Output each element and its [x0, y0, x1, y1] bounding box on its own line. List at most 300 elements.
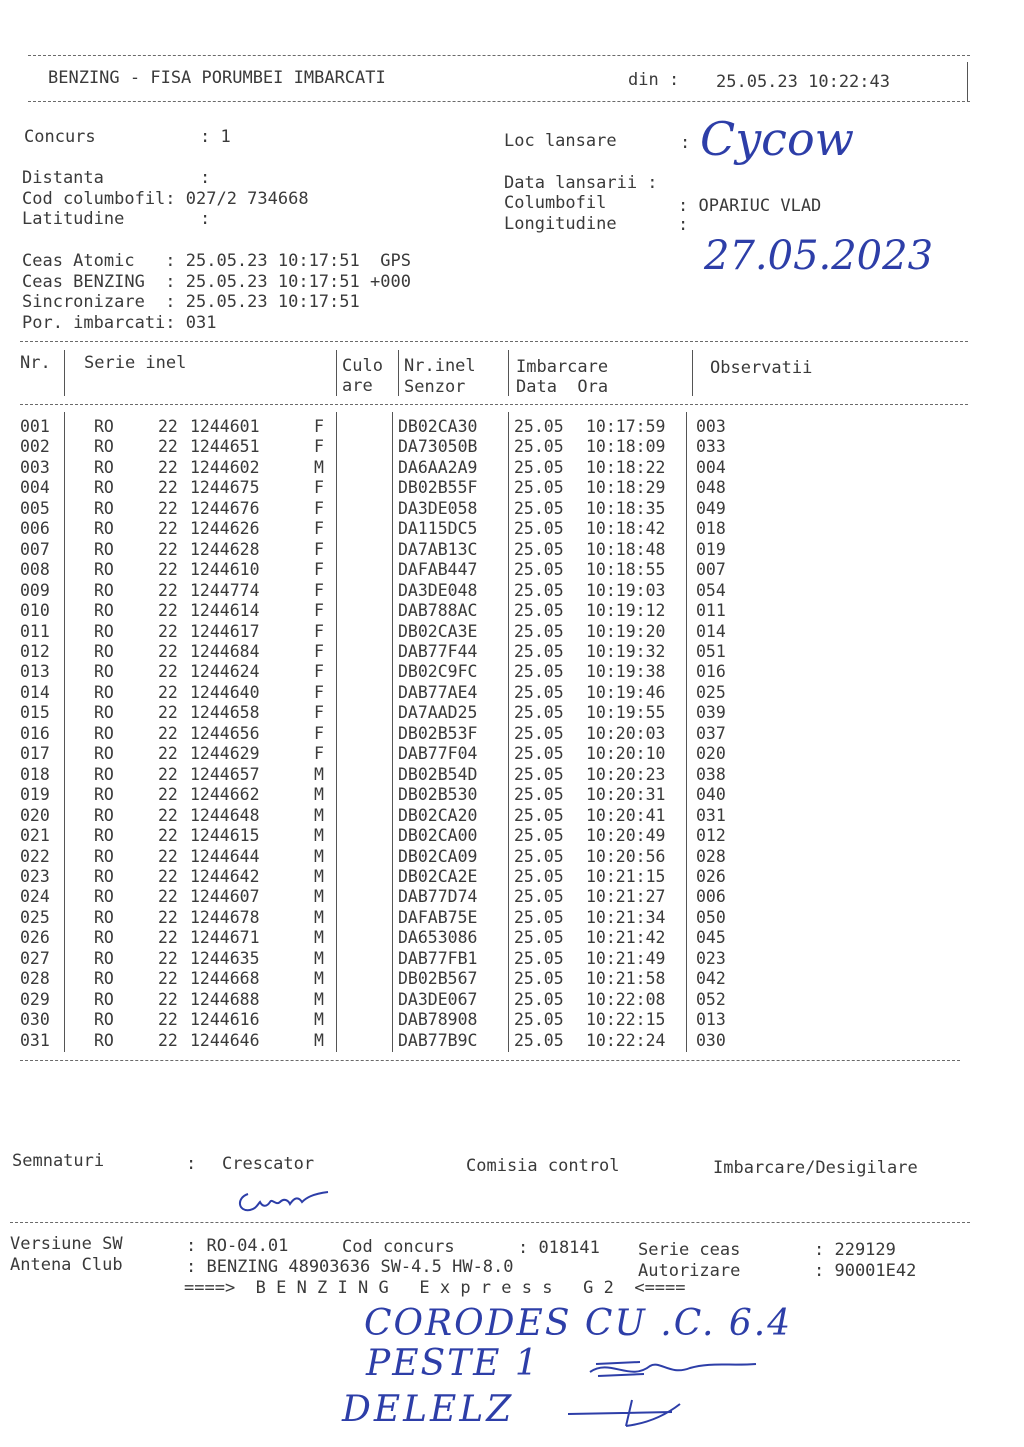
cell-nr: 024 — [20, 887, 50, 907]
col-header-culoare-2: are — [342, 376, 373, 396]
col-header-nr: Nr. — [20, 353, 51, 373]
cell-sex: M — [314, 805, 324, 825]
cell-ora: 10:18:22 — [586, 457, 666, 477]
cell-nr: 030 — [20, 1010, 50, 1029]
cell-ora: 10:20:56 — [586, 846, 666, 866]
crescator-label: Crescator — [222, 1154, 315, 1174]
report-title: BENZING - FISA PORUMBEI IMBARCATI — [48, 68, 386, 88]
comisia-label: Comisia control — [466, 1156, 620, 1176]
cell-nr: 006 — [20, 519, 50, 539]
cell-sex: F — [314, 498, 324, 518]
cell-senzor: DAB77F04 — [398, 744, 478, 764]
col-header-nrinel-2: Senzor — [404, 377, 466, 397]
cell-data: 25.05 — [514, 1010, 564, 1029]
footer-rule — [10, 1222, 970, 1223]
cell-an: 22 — [158, 498, 178, 518]
versiune-label: Versiune SW — [10, 1234, 123, 1254]
cell-an: 22 — [158, 826, 178, 845]
cell-senzor: DA3DE058 — [398, 498, 478, 518]
longitudine-value: : — [678, 215, 689, 235]
cell-tara: RO — [94, 887, 114, 907]
cell-tara: RO — [94, 805, 114, 825]
cell-inel: 1244602 — [190, 457, 260, 477]
cell-data: 25.05 — [514, 498, 564, 518]
handwritten-note-2: PESTE 1 — [366, 1343, 540, 1384]
cell-tara: RO — [94, 785, 114, 805]
cell-ora: 10:20:10 — [586, 744, 666, 764]
cell-inel: 1244657 — [190, 764, 260, 784]
cell-data: 25.05 — [514, 1030, 564, 1050]
cell-obs: 031 — [696, 805, 726, 825]
cell-sex: F — [314, 437, 324, 457]
cell-senzor: DB02CA09 — [398, 846, 478, 866]
cell-data: 25.05 — [514, 723, 564, 743]
cell-inel: 1244774 — [190, 580, 260, 600]
din-label: din : — [628, 70, 680, 90]
serie-ceas-label: Serie ceas — [638, 1240, 741, 1260]
cell-obs: 038 — [696, 764, 726, 784]
semnaturi-colon: : — [186, 1154, 197, 1174]
cell-an: 22 — [158, 621, 178, 641]
header-bottom-rule — [28, 101, 970, 102]
cell-data: 25.05 — [514, 457, 564, 477]
cell-data: 25.05 — [514, 866, 564, 886]
cell-data: 25.05 — [514, 744, 564, 764]
cell-data: 25.05 — [514, 682, 564, 702]
cell-an: 22 — [158, 682, 178, 702]
columbofil-label: Columbofil — [504, 193, 607, 213]
table-bottom-rule — [20, 1060, 960, 1061]
data-lansarii-label: Data lansarii : — [504, 173, 658, 193]
semnaturi-label: Semnaturi — [12, 1151, 105, 1171]
cell-tara: RO — [94, 866, 114, 886]
cell-an: 22 — [158, 437, 178, 457]
col-header-observatii: Observatii — [710, 358, 813, 378]
cell-tara: RO — [94, 580, 114, 600]
cell-inel: 1244616 — [190, 1010, 260, 1029]
cell-nr: 022 — [20, 846, 50, 866]
cell-nr: 017 — [20, 744, 50, 764]
cell-data: 25.05 — [514, 621, 564, 641]
cell-tara: RO — [94, 928, 114, 948]
cell-inel: 1244684 — [190, 642, 260, 661]
cell-an: 22 — [158, 662, 178, 682]
columbofil-value: : OPARIUC VLAD — [678, 196, 822, 216]
cell-ora: 10:21:42 — [586, 928, 666, 948]
cell-an: 22 — [158, 601, 178, 620]
cell-nr: 026 — [20, 928, 50, 948]
crescator-signature — [232, 1180, 342, 1220]
cell-obs: 006 — [696, 887, 726, 907]
body-divider-serie — [336, 412, 337, 1052]
cell-data: 25.05 — [514, 846, 564, 866]
cell-senzor: DAFAB75E — [398, 907, 478, 927]
cell-inel: 1244651 — [190, 437, 260, 457]
cell-sex: M — [314, 826, 324, 845]
cell-inel: 1244624 — [190, 662, 260, 682]
cell-senzor: DB02B53F — [398, 723, 478, 743]
table-top-rule — [20, 341, 968, 342]
cell-data: 25.05 — [514, 417, 564, 436]
cell-ora: 10:18:09 — [586, 437, 666, 457]
cell-obs: 054 — [696, 580, 726, 600]
latitudine-label: Latitudine — [22, 209, 125, 229]
cell-inel: 1244614 — [190, 601, 260, 620]
cell-nr: 016 — [20, 723, 50, 743]
cell-senzor: DAFAB447 — [398, 560, 478, 580]
cell-tara: RO — [94, 744, 114, 764]
cell-an: 22 — [158, 1030, 178, 1050]
cell-inel: 1244658 — [190, 703, 260, 723]
cell-nr: 031 — [20, 1030, 50, 1050]
ceas-atomic: Ceas Atomic : 25.05.23 10:17:51 GPS — [22, 251, 411, 271]
cell-nr: 023 — [20, 866, 50, 886]
cell-nr: 020 — [20, 805, 50, 825]
cell-tara: RO — [94, 498, 114, 518]
table-header-rule — [20, 404, 968, 405]
cell-sex: F — [314, 723, 324, 743]
cell-senzor: DA653086 — [398, 928, 478, 948]
cell-obs: 007 — [696, 560, 726, 580]
cell-senzor: DA7AAD25 — [398, 703, 478, 723]
cell-obs: 030 — [696, 1030, 726, 1050]
header-right-border — [967, 62, 968, 102]
cell-an: 22 — [158, 805, 178, 825]
cell-obs: 019 — [696, 539, 726, 559]
cell-tara: RO — [94, 457, 114, 477]
cell-obs: 037 — [696, 723, 726, 743]
cell-nr: 028 — [20, 969, 50, 989]
cell-ora: 10:19:32 — [586, 642, 666, 661]
col-header-imbarcare-2: Data Ora — [516, 377, 609, 397]
col-header-culoare-1: Culo — [342, 356, 383, 376]
cell-nr: 001 — [20, 417, 50, 436]
sincronizare: Sincronizare : 25.05.23 10:17:51 — [22, 292, 360, 312]
cell-an: 22 — [158, 519, 178, 539]
cell-nr: 029 — [20, 989, 50, 1009]
cell-data: 25.05 — [514, 989, 564, 1009]
cell-sex: M — [314, 969, 324, 989]
cell-ora: 10:21:15 — [586, 866, 666, 886]
cell-obs: 049 — [696, 498, 726, 518]
cell-tara: RO — [94, 989, 114, 1009]
cell-sex: F — [314, 580, 324, 600]
cell-an: 22 — [158, 928, 178, 948]
body-divider-senzor — [508, 412, 509, 1052]
cell-tara: RO — [94, 948, 114, 968]
cell-ora: 10:19:55 — [586, 703, 666, 723]
handwritten-scribble-1 — [580, 1346, 770, 1390]
cell-obs: 011 — [696, 601, 726, 620]
cell-nr: 004 — [20, 478, 50, 498]
cell-an: 22 — [158, 478, 178, 498]
cell-sex: F — [314, 703, 324, 723]
cell-senzor: DB02CA3E — [398, 621, 478, 641]
cell-tara: RO — [94, 1030, 114, 1050]
ceas-benzing: Ceas BENZING : 25.05.23 10:17:51 +000 — [22, 272, 411, 292]
cell-senzor: DA7AB13C — [398, 539, 478, 559]
cell-obs: 025 — [696, 682, 726, 702]
cell-senzor: DB02B530 — [398, 785, 478, 805]
por-imbarcati: Por. imbarcati: 031 — [22, 313, 217, 333]
cell-inel: 1244617 — [190, 621, 260, 641]
cell-obs: 012 — [696, 826, 726, 845]
antena-value: : BENZING 48903636 SW-4.5 HW-8.0 — [186, 1257, 514, 1277]
cell-data: 25.05 — [514, 928, 564, 948]
cell-an: 22 — [158, 948, 178, 968]
cell-nr: 008 — [20, 560, 50, 580]
cell-data: 25.05 — [514, 887, 564, 907]
cell-sex: M — [314, 989, 324, 1009]
cell-inel: 1244668 — [190, 969, 260, 989]
concurs-value: : 1 — [200, 127, 231, 147]
cell-nr: 011 — [20, 621, 50, 641]
loc-lansare-colon: : — [680, 133, 691, 153]
cell-data: 25.05 — [514, 519, 564, 539]
cell-ora: 10:20:23 — [586, 764, 666, 784]
cell-nr: 012 — [20, 642, 50, 661]
cell-senzor: DB02C9FC — [398, 662, 478, 682]
cell-tara: RO — [94, 621, 114, 641]
cell-an: 22 — [158, 560, 178, 580]
cell-tara: RO — [94, 826, 114, 845]
cell-sex: F — [314, 560, 324, 580]
cell-ora: 10:19:12 — [586, 601, 666, 620]
cell-inel: 1244676 — [190, 498, 260, 518]
cell-sex: F — [314, 682, 324, 702]
cell-sex: F — [314, 621, 324, 641]
versiune-value: : RO-04.01 — [186, 1236, 289, 1256]
cell-obs: 042 — [696, 969, 726, 989]
cell-inel: 1244610 — [190, 560, 260, 580]
cell-ora: 10:21:49 — [586, 948, 666, 968]
cell-ora: 10:18:55 — [586, 560, 666, 580]
cell-data: 25.05 — [514, 907, 564, 927]
body-divider-imbarcare — [686, 412, 687, 1052]
cell-an: 22 — [158, 785, 178, 805]
cell-an: 22 — [158, 866, 178, 886]
cell-sex: M — [314, 457, 324, 477]
cell-inel: 1244629 — [190, 744, 260, 764]
cell-data: 25.05 — [514, 601, 564, 620]
cell-tara: RO — [94, 642, 114, 661]
cell-sex: M — [314, 887, 324, 907]
cell-inel: 1244640 — [190, 682, 260, 702]
cell-senzor: DB02B54D — [398, 764, 478, 784]
cell-ora: 10:19:03 — [586, 580, 666, 600]
handwritten-scribble-2 — [562, 1396, 692, 1436]
header-divider-serie — [336, 350, 337, 396]
cell-ora: 10:22:15 — [586, 1010, 666, 1029]
cell-sex: M — [314, 846, 324, 866]
cell-tara: RO — [94, 662, 114, 682]
cell-inel: 1244671 — [190, 928, 260, 948]
cell-obs: 039 — [696, 703, 726, 723]
loc-lansare-label: Loc lansare — [504, 131, 617, 151]
cell-obs: 040 — [696, 785, 726, 805]
cell-inel: 1244644 — [190, 846, 260, 866]
cell-obs: 052 — [696, 989, 726, 1009]
cell-tara: RO — [94, 703, 114, 723]
cell-senzor: DA6AA2A9 — [398, 457, 478, 477]
cell-ora: 10:18:35 — [586, 498, 666, 518]
cell-senzor: DA73050B — [398, 437, 478, 457]
cell-senzor: DA3DE048 — [398, 580, 478, 600]
header-divider-imbarcare — [692, 350, 693, 396]
cell-data: 25.05 — [514, 478, 564, 498]
cell-tara: RO — [94, 682, 114, 702]
cell-inel: 1244678 — [190, 907, 260, 927]
cell-senzor: DAB77D74 — [398, 887, 478, 907]
cell-nr: 009 — [20, 580, 50, 600]
cell-sex: F — [314, 519, 324, 539]
cell-obs: 014 — [696, 621, 726, 641]
cell-sex: M — [314, 764, 324, 784]
cell-nr: 014 — [20, 682, 50, 702]
cod-concurs-value: : 018141 — [518, 1238, 600, 1258]
cell-data: 25.05 — [514, 785, 564, 805]
cell-nr: 007 — [20, 539, 50, 559]
cell-tara: RO — [94, 601, 114, 620]
cell-tara: RO — [94, 417, 114, 436]
imbarcare-desigilare-label: Imbarcare/Desigilare — [713, 1158, 918, 1178]
cell-an: 22 — [158, 744, 178, 764]
cell-an: 22 — [158, 764, 178, 784]
cell-inel: 1244615 — [190, 826, 260, 845]
cell-ora: 10:20:03 — [586, 723, 666, 743]
cell-data: 25.05 — [514, 642, 564, 661]
cell-sex: M — [314, 866, 324, 886]
cell-obs: 018 — [696, 519, 726, 539]
cell-obs: 003 — [696, 417, 726, 436]
header-divider-nr — [64, 350, 65, 396]
cell-sex: F — [314, 662, 324, 682]
cell-senzor: DAB788AC — [398, 601, 478, 620]
cell-ora: 10:21:34 — [586, 907, 666, 927]
latitudine-value: : — [200, 209, 211, 229]
cell-senzor: DB02CA30 — [398, 417, 478, 436]
cell-an: 22 — [158, 539, 178, 559]
cell-nr: 019 — [20, 785, 50, 805]
cell-an: 22 — [158, 887, 178, 907]
cell-senzor: DB02CA20 — [398, 805, 478, 825]
cell-data: 25.05 — [514, 805, 564, 825]
cell-an: 22 — [158, 969, 178, 989]
cell-nr: 025 — [20, 907, 50, 927]
cell-senzor: DB02CA00 — [398, 826, 478, 845]
cell-inel: 1244635 — [190, 948, 260, 968]
cell-obs: 051 — [696, 642, 726, 661]
cell-ora: 10:18:29 — [586, 478, 666, 498]
cell-obs: 004 — [696, 457, 726, 477]
antena-label: Antena Club — [10, 1255, 123, 1275]
cell-senzor: DB02CA2E — [398, 866, 478, 886]
cell-obs: 045 — [696, 928, 726, 948]
cell-senzor: DA115DC5 — [398, 519, 478, 539]
cell-tara: RO — [94, 1010, 114, 1029]
cell-senzor: DAB78908 — [398, 1010, 478, 1029]
cell-ora: 10:20:49 — [586, 826, 666, 845]
cell-tara: RO — [94, 519, 114, 539]
cell-sex: F — [314, 539, 324, 559]
cell-inel: 1244662 — [190, 785, 260, 805]
cell-an: 22 — [158, 703, 178, 723]
cell-sex: M — [314, 785, 324, 805]
cell-tara: RO — [94, 723, 114, 743]
cell-ora: 10:20:31 — [586, 785, 666, 805]
cell-data: 25.05 — [514, 437, 564, 457]
cell-inel: 1244607 — [190, 887, 260, 907]
cell-ora: 10:21:58 — [586, 969, 666, 989]
autorizare-value: : 90001E42 — [814, 1261, 917, 1281]
cell-data: 25.05 — [514, 969, 564, 989]
cell-data: 25.05 — [514, 539, 564, 559]
cell-sex: M — [314, 948, 324, 968]
cell-obs: 016 — [696, 662, 726, 682]
cell-nr: 005 — [20, 498, 50, 518]
cell-inel: 1244675 — [190, 478, 260, 498]
distanta-label: Distanta — [22, 168, 104, 188]
cell-senzor: DB02B567 — [398, 969, 478, 989]
handwritten-loc-lansare: Cycow — [700, 112, 855, 166]
cell-obs: 013 — [696, 1010, 726, 1029]
cell-nr: 027 — [20, 948, 50, 968]
cell-an: 22 — [158, 642, 178, 661]
header-divider-senzor — [508, 350, 509, 396]
cell-ora: 10:22:08 — [586, 989, 666, 1009]
concurs-label: Concurs — [24, 127, 96, 147]
cell-data: 25.05 — [514, 764, 564, 784]
serie-ceas-value: : 229129 — [814, 1240, 896, 1260]
cell-ora: 10:19:46 — [586, 682, 666, 702]
cell-inel: 1244626 — [190, 519, 260, 539]
cell-tara: RO — [94, 478, 114, 498]
cell-senzor: DAB77F44 — [398, 642, 478, 661]
cell-tara: RO — [94, 560, 114, 580]
cell-sex: F — [314, 642, 324, 661]
cell-data: 25.05 — [514, 826, 564, 845]
benzing-banner: ====> B E N Z I N G E x p r e s s G 2 <==== — [184, 1278, 686, 1298]
cell-an: 22 — [158, 723, 178, 743]
autorizare-label: Autorizare — [638, 1261, 741, 1281]
cell-inel: 1244601 — [190, 417, 260, 436]
cell-an: 22 — [158, 1010, 178, 1029]
longitudine-label: Longitudine — [504, 214, 617, 234]
cell-sex: F — [314, 417, 324, 436]
cell-ora: 10:18:42 — [586, 519, 666, 539]
handwritten-date: 27.05.2023 — [704, 233, 934, 279]
cell-obs: 048 — [696, 478, 726, 498]
cell-inel: 1244688 — [190, 989, 260, 1009]
cell-data: 25.05 — [514, 560, 564, 580]
cell-tara: RO — [94, 764, 114, 784]
report-datetime: 25.05.23 10:22:43 — [716, 72, 890, 92]
cell-ora: 10:19:20 — [586, 621, 666, 641]
cell-senzor: DAB77B9C — [398, 1030, 478, 1050]
cell-inel: 1244656 — [190, 723, 260, 743]
cell-sex: F — [314, 744, 324, 764]
cell-data: 25.05 — [514, 703, 564, 723]
cell-an: 22 — [158, 846, 178, 866]
cell-tara: RO — [94, 437, 114, 457]
header-divider-culoare — [398, 350, 399, 396]
cell-obs: 020 — [696, 744, 726, 764]
header-top-rule — [28, 55, 970, 56]
col-header-serie: Serie inel — [84, 353, 187, 373]
cell-obs: 023 — [696, 948, 726, 968]
cell-ora: 10:19:38 — [586, 662, 666, 682]
cell-ora: 10:20:41 — [586, 805, 666, 825]
